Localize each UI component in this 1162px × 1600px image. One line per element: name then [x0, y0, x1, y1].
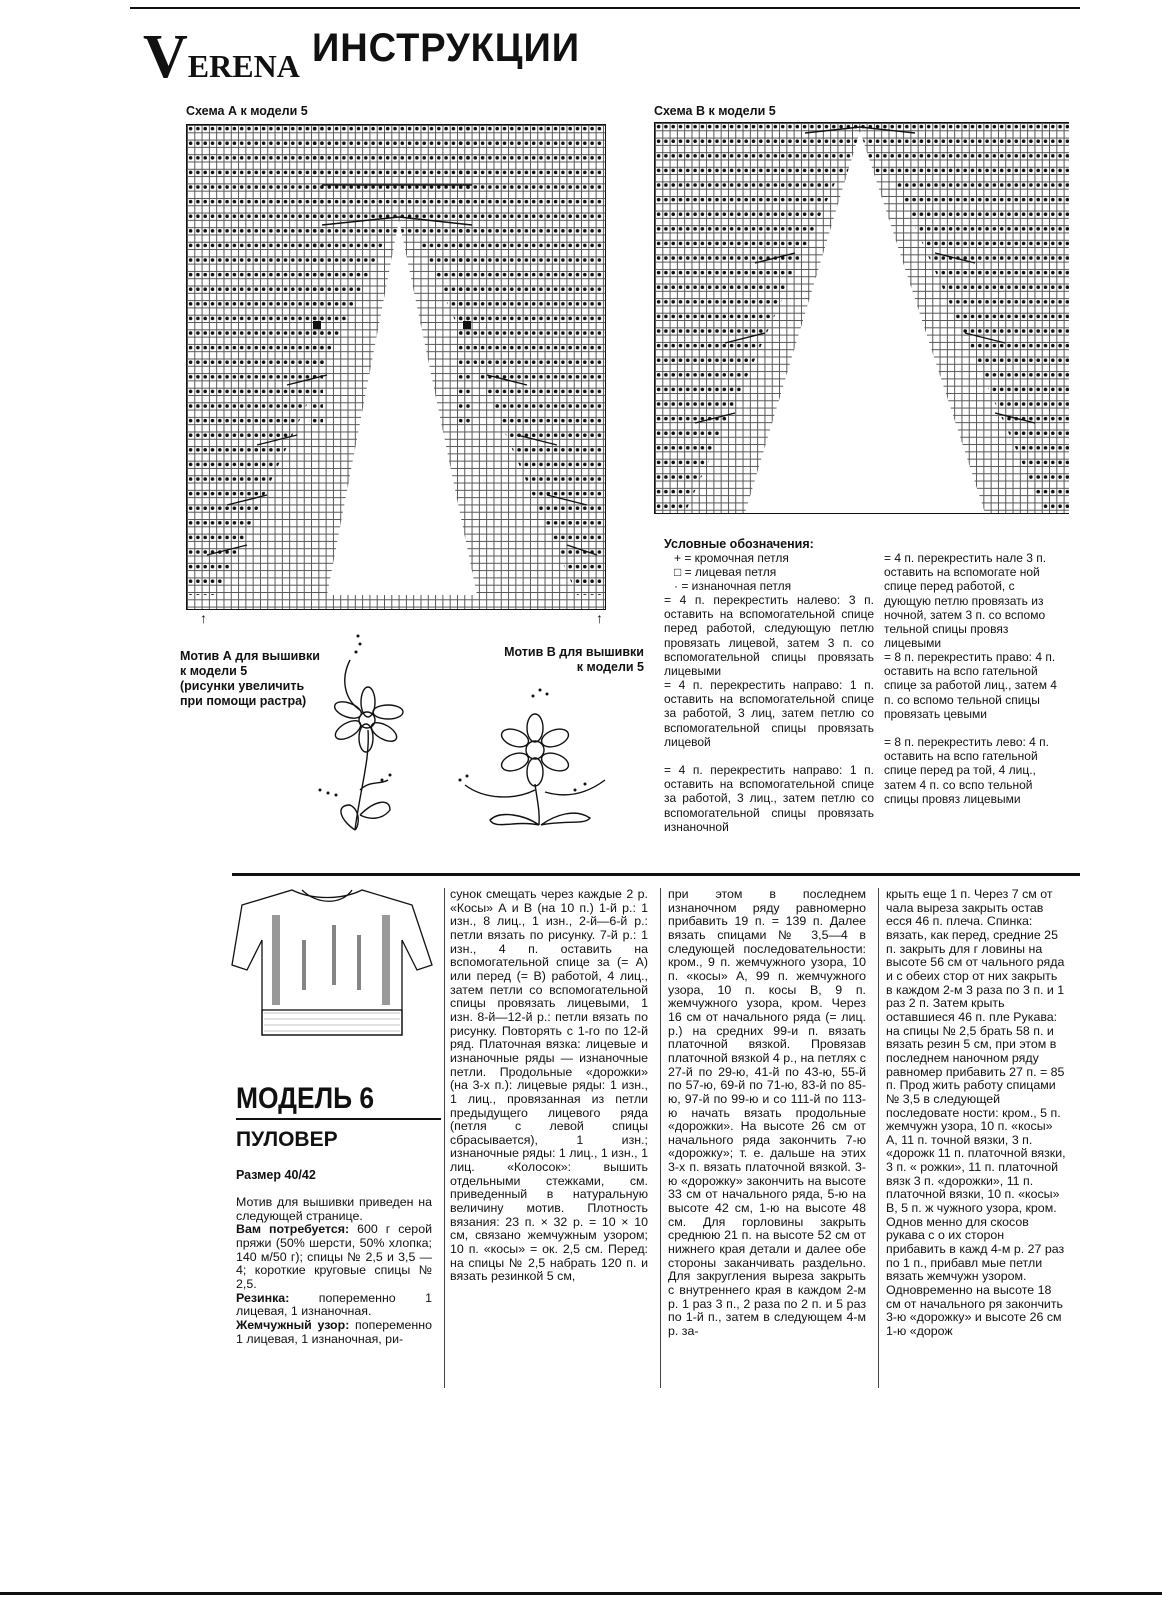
model-rule — [236, 1118, 441, 1120]
column-2: сунок смещать через каждые 2 р. «Косы» А и В (на 10 п.) 1-й р.: 1 изн., 8 лиц., 1 изн., 2-й—6-й р.: петли вязать по рисунку. 7-й р.: 1 изн., 4 п. оставить на вспомогательной спице за (= А) или перед (= В) работой, 4 лиц., затем петли со вспомогательной спицы провязать лицевыми, 1 изн. 8-й—12-й р.: петли вязать по рисунку. Повторять с 1-го по 12-й ряд. Платочная вязка: лицевые и изнаночные ряды — изнаночные петли. Продольные «дорожки» (на 3-х п.): лицевые ряды: 1 изн., 1 лиц., провязанная из петли предыдущего лицевого ряда (петля с левой спицы сбрасывается), 1 изн.; изнаночные ряды: 1 лиц., 1 изн., 1 лиц. «Колосок»: вышить отдельными стежками, см. приведенный в натуральную величину мотив. Плотность вязания: 23 п. × 32 р. = 10 × 10 см, связано жемчужным узором; 10 п. «косы» = ок. 2,5 см. Перед: на спицы № 2,5 набрать 120 п. и вязать резинкой 5 см, — [450, 887, 648, 1284]
motif-a-line-4: при помощи растра) — [180, 694, 307, 708]
pearl-text: попеременно 1 лицевая, 1 изнаночная, ри- — [236, 1317, 432, 1346]
model-number: МОДЕЛЬ 6 — [236, 1082, 375, 1115]
schema-b-chart — [654, 122, 1069, 514]
motif-a-line-2: к модели 5 — [180, 664, 248, 678]
legend-entry-2: = 4 п. перекрестить направо: 1 п. оставить на вспомогательной спице за работой, 3 лиц, затем петлю со вспомогательной спицы провязать лицевой — [664, 678, 874, 749]
schema-a-pattern — [187, 125, 605, 609]
schema-a-marker-right: ↑ — [596, 610, 603, 626]
column-1 — [236, 1196, 432, 1346]
schema-a-marker-left: ↑ — [200, 610, 207, 626]
legend-entry-1: = 4 п. перекрестить налево: 3 п. оставить на вспомогательной спице перед работой, следующую петлю провязать лицевой, затем 3 п. со вспомогательной спицы провязать лицевыми — [664, 593, 874, 679]
legend-entry-4: = 4 п. перекрестить нале 3 п. оставить на вспомогате ной спице перед работой, с дующую петлю провязать из ночной, затем 3 п. со вспомо тельной спицы провяз лицевыми — [884, 551, 1047, 651]
flower-a-illustration — [310, 630, 420, 850]
legend-item-edge: + = кромочная петля — [674, 551, 789, 565]
column-3: при этом в последнем изнаночном ряду равномерно прибавить 19 п. = 139 п. Далее вязать спицами № 3,5—4 в следующей последовательности: кром., 9 п. жемчужного узора, 10 п. «косы» А, 99 п. жемчужного узора, 10 п. косы В, 9 п. жемчужного узора, кром. Через 16 см от начального ряда (= лиц. р.) на средних 99-и п. вязать платочной вязкой. Провязав платочной вязкой 4 р., на петлях с 27-й по 29-ю, 41-й по 43-ю, 55-й по 57-ю, 69-й по 71-ю, 83-й по 85-ю, 97-й по 99-ю и со 111-й по 113-ю начать вязать продольные «дорожки». На высоте 26 см от начального ряда закончить 7-ю «дорожку»; т. е. дальше на этих 3-х п. вязать платочной вязкой. 3-ю «дорожку» закончить на высоте 33 см от начального ряда, 5-ю на высоте 42 см, 1-ю на высоте 48 см. Для горловины закрыть среднюю 21 п. на высоте 52 см от нижнего края детали и далее обе стороны заканчивать раздельно. Для закругления выреза закрыть с внутреннего края в каждом 2-м р. 1 раз 3 п., 2 раза по 2 п. и 5 раз по 1-й п., затем в следующем 4-м р. за- — [668, 887, 867, 1338]
model-size: Размер 40/42 — [236, 1168, 316, 1182]
pearl-heading: Жемчужный узор: — [236, 1317, 350, 1332]
motif-a-line-3: (рисунки увеличить — [180, 679, 305, 693]
schema-b-label: Схема В к модели 5 — [654, 104, 776, 118]
motif-b-label — [502, 645, 644, 675]
rib-text: попеременно 1 лицевая, 1 изнаночная. — [236, 1290, 432, 1319]
legend-item-purl: · = изнаночная петля — [674, 579, 792, 593]
section-divider — [232, 873, 1080, 876]
bottom-rule — [0, 1592, 1162, 1595]
model-name: ПУЛОВЕР — [236, 1128, 338, 1151]
legend-title: Условные обозначения: — [664, 537, 814, 551]
legend-entry-3: = 4 п. перекрестить направо: 1 п. оставить на вспомогательной спице за работой, 3 лиц., затем петлю со вспомогательной спицы провязать изнаночной — [664, 763, 874, 834]
motif-a-line-1: Мотив А для вышивки — [180, 649, 320, 663]
motif-b-line-1: Мотив В для вышивки — [504, 645, 644, 659]
materials-heading: Вам потребуется: — [236, 1222, 350, 1237]
materials-text: 600 г серой пряжи (50% шерсти, 50% хлопка; 140 м/50 г); спицы № 2,5 и 3,5 — 4; короткие круговые спицы № 2,5. — [236, 1222, 433, 1291]
brand-logo: VERENA — [143, 23, 300, 91]
top-rule — [130, 0, 1080, 9]
column-rule-2 — [660, 888, 661, 1388]
schema-a-label: Схема А к модели 5 — [186, 104, 308, 118]
motif-b-line-2: к модели 5 — [576, 660, 644, 674]
flower-b-illustration — [455, 680, 615, 840]
column-4: крыть еще 1 п. Через 7 см от чала выреза закрыть остав есся 46 п. плеча. Спинка: вязать, как перед, средние 25 п. закрыть для г ловины на высоте 56 см от чального ряда и с обеих стор от них закрыть в каждом 2-м 3 раза по 3 п. и 1 раз 2 п. Затем крыть оставшиеся 46 п. пле Рукава: на спицы № 2,5 брать 58 п. и вязать резин 5 см, при этом в последнем наночном ряду равномер прибавить 27 п. = 85 п. Прод жить работу спицами № 3,5 в следующей последовате ности: кром., 5 п. жемчужн узора, 10 п. «косы» А, 11 п. точной вязки, 3 п. «дорожк 11 п. платочной вязки, 3 п. « рожки», 11 п. платочной вязк 3 п. «дорожки», 11 п. платочной вязки, 10 п. «косы» В, 5 п. ж чужного узора, кром. Однов менно для скосов рукава с о их сторон прибавить в кажд 4-м р. 27 раз по 1 п., прибавл мые петли вязать жемчужн узором. Одновременно на высоте 18 см от начального ря закончить 3-ю «дорожку» и высоте 26 см 1-ю «дорож — [886, 888, 1066, 1338]
schema-a-chart — [186, 124, 606, 610]
legend-entry-6: = 8 п. перекрестить лево: 4 п. оставить на вспо гательной спице перед ра той, 4 лиц., затем 4 п. со вспо тельной спицы провяз лицевыми — [884, 735, 1050, 806]
rib-heading: Резинка: — [236, 1290, 290, 1305]
column-1-intro: Мотив для вышивки приведен на следующей странице. — [236, 1195, 432, 1223]
page-title: ИНСТРУКЦИИ — [312, 26, 581, 70]
schema-b-pattern — [655, 123, 1069, 513]
column-1-rib — [236, 1292, 432, 1319]
legend-item-knit: □ = лицевая петля — [674, 565, 777, 579]
legend-entry-5: = 8 п. перекрестить право: 4 п. оставить на вспо гательной спице за работой лиц., затем 4 п. со вспомо тельной спицы провязать цевыми — [884, 650, 1057, 721]
motif-a-label — [180, 649, 320, 709]
column-1-pearl — [236, 1319, 432, 1346]
column-rule-1 — [444, 888, 445, 1388]
column-1-materials — [236, 1223, 432, 1291]
sweater-illustration — [232, 885, 437, 1045]
column-rule-3 — [878, 888, 879, 1388]
